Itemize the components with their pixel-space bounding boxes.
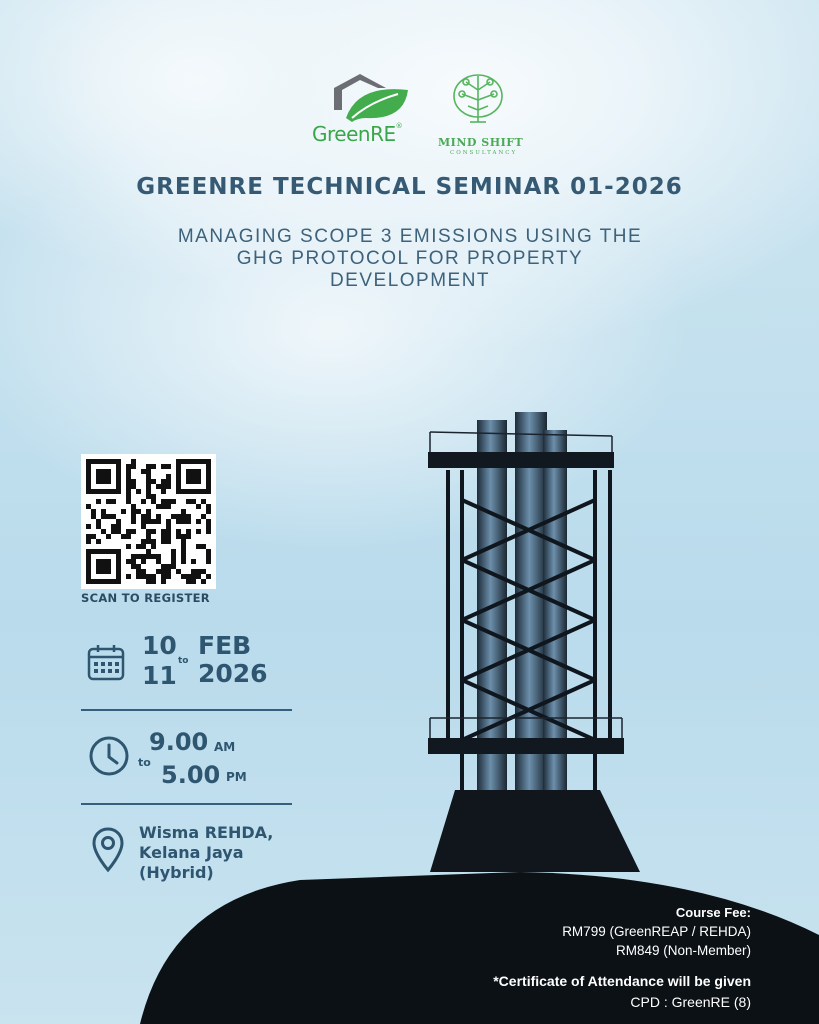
course-fee-label: Course Fee: (675, 905, 751, 920)
time-end: 5.00 (161, 761, 221, 789)
venue-line: Kelana Jaya (139, 843, 244, 862)
clock-icon (88, 735, 130, 777)
mindshift-logo-subtext: CONSULTANCY (450, 150, 518, 156)
brain-tree-icon (448, 70, 508, 128)
greenre-logo-text: GreenRE (312, 122, 396, 146)
date-day-end: 11 (142, 661, 177, 690)
subtitle-line: MANAGING SCOPE 3 EMISSIONS USING THE (177, 226, 643, 247)
registered-mark: ® (395, 122, 403, 130)
certificate-note: *Certificate of Attendance will be given (493, 973, 751, 989)
mindshift-logo (436, 70, 524, 160)
cpd-points: CPD : GreenRE (8) (630, 994, 751, 1010)
mindshift-logo-text: MIND SHIFT (438, 136, 524, 149)
date-year: 2026 (198, 659, 268, 688)
date-to-label: to (178, 656, 189, 666)
venue-line: (Hybrid) (139, 863, 214, 882)
venue-text (139, 823, 273, 883)
greenre-house-leaf-icon (312, 72, 422, 124)
qr-code-icon (81, 454, 216, 589)
time-start: 9.00 (149, 728, 209, 756)
time-end-period: PM (226, 770, 247, 784)
time-start-period: AM (214, 740, 236, 754)
time-to-label: to (138, 756, 151, 769)
divider (81, 709, 292, 711)
subtitle-line: GHG PROTOCOL FOR PROPERTY (236, 248, 584, 269)
date-month: FEB (198, 631, 252, 660)
greenre-logo (312, 72, 422, 152)
fee-non-member: RM849 (Non-Member) (615, 943, 751, 958)
date-day-start: 10 (142, 631, 177, 660)
subtitle-line: DEVELOPMENT (329, 270, 491, 291)
fee-member: RM799 (GreenREAP / REHDA) (562, 924, 751, 939)
divider (81, 803, 292, 805)
seminar-title: GREENRE TECHNICAL SEMINAR 01-2026 (136, 174, 683, 200)
registration-qr-code[interactable] (81, 454, 216, 589)
location-pin-icon (91, 826, 125, 874)
calendar-icon (87, 643, 125, 681)
venue-line: Wisma REHDA, (139, 823, 274, 842)
scan-to-register-label: SCAN TO REGISTER (81, 591, 210, 605)
seminar-subtitle (120, 226, 700, 292)
